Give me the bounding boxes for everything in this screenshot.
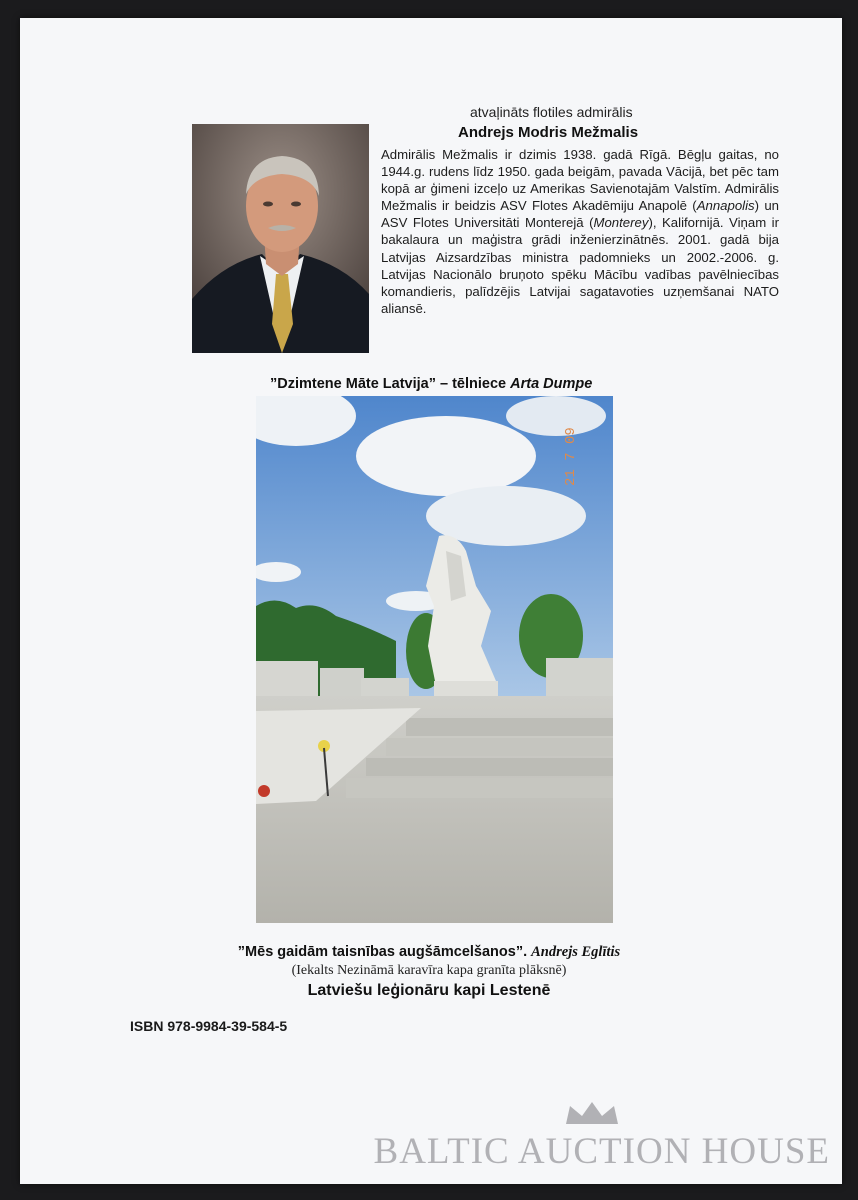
watermark-text: BALTIC AUCTION HOUSE: [373, 1131, 830, 1172]
inscription-note: (Iekalts Nezināmā karavīra kapa granīta plāksnē): [291, 963, 567, 978]
photo-date-stamp: 21 7 09: [563, 427, 579, 486]
crown-icon: [562, 1100, 622, 1128]
monument-caption: ”Dzimtene Māte Latvija” – tēlniece Arta Dumpe: [270, 376, 593, 392]
isbn-number: ISBN 978-9984-39-584-5: [130, 1018, 288, 1034]
monterey-italic: Monterey: [593, 215, 649, 231]
rank-caption: atvaļināts flotiles admirālis: [470, 104, 633, 120]
monument-illustration: [256, 396, 613, 923]
cemetery-title: Latviešu leģionāru kapi Lestenē: [307, 982, 551, 999]
sculptor-name: Arta Dumpe: [510, 376, 593, 392]
quote-line: ”Mēs gaidām taisnības augšāmcelšanos”. Andrejs Eglītis: [237, 944, 621, 960]
biography-text: Admirālis Mežmalis ir dzimis 1938. gadā Rīgā. Bēgļu gaitas, no 1944.g. rudens līdz 1950. gada beigām, pavada Vācijā, bet pēc tam kopā ar ģimeni izceļo uz Amerikas Savienotajām Valstīm. Admirālis Mežmalis ir beidzis ASV Flotes Akadēmiju Anapolē (Annapolis) un ASV Flotes Universitāti Monterejā (Monterey), Kalifornijā. Viņam ir bakalaura un maģistra grādi inženierzinātnēs. 2001. gadā bija Latvijas Aizsardzības ministra padomnieks un 2002.-2006. g. Latvijas Nacionālo bruņoto spēku Mācību vadības pavēlniecības komandieris, palīdzējis Latvijai sagatavoties uzņemšanai NATO aliansē.: [381, 147, 779, 316]
portrait-photo: [192, 124, 369, 353]
monument-photo: [256, 396, 613, 923]
person-name: Andrejs Modris Mežmalis: [458, 124, 639, 141]
quote-author: Andrejs Eglītis: [531, 944, 621, 960]
annapolis-italic: Annapolis: [696, 198, 755, 214]
portrait-illustration: [192, 124, 369, 353]
